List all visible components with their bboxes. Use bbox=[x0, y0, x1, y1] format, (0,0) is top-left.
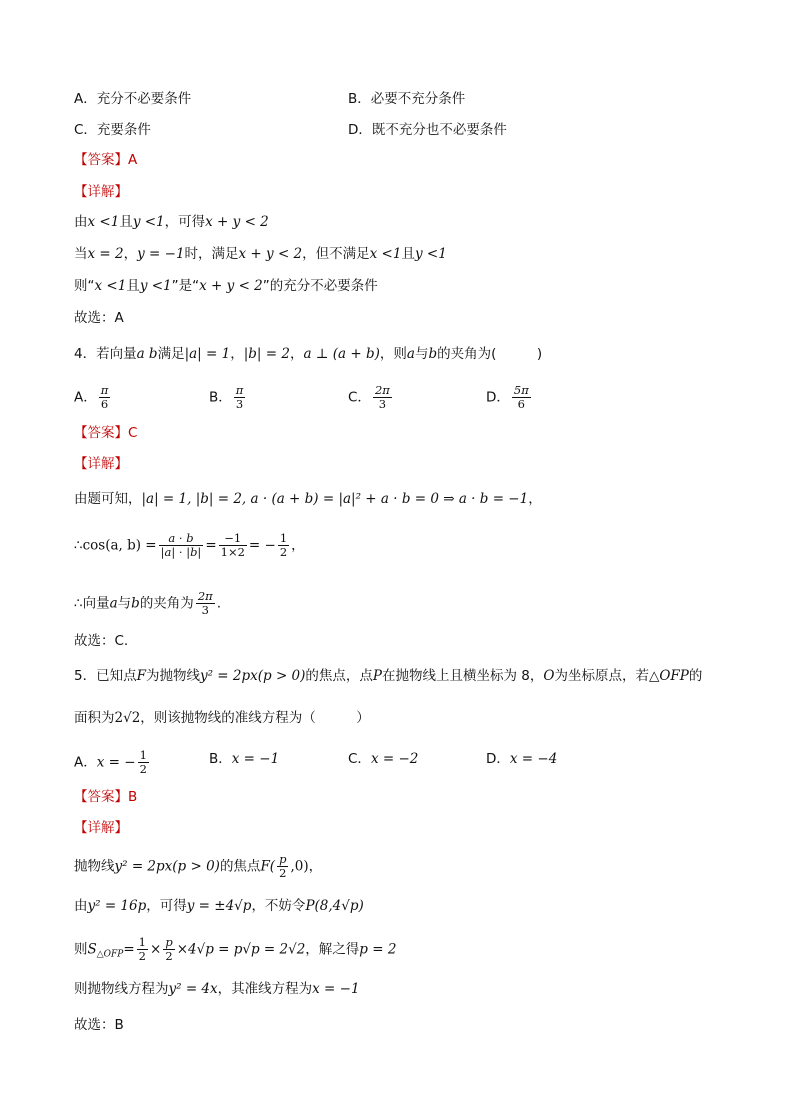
text: 在抛物线上且横坐标为 8， bbox=[382, 668, 544, 684]
fraction bbox=[163, 936, 174, 963]
text: 的 bbox=[688, 668, 703, 684]
text: ，可得 bbox=[164, 214, 206, 230]
text: ， bbox=[289, 346, 304, 362]
math: S bbox=[87, 941, 97, 958]
text: ， bbox=[528, 491, 542, 507]
math: x = 2 bbox=[87, 246, 124, 262]
text: ，则 bbox=[379, 346, 407, 362]
math: cos(a, b) = bbox=[82, 537, 157, 554]
math: x + y < 2 bbox=[238, 246, 303, 262]
math: x = − bbox=[96, 754, 136, 771]
text: ，但不满足 bbox=[302, 246, 370, 262]
math: ×4√p = p√p = 2√2 bbox=[176, 941, 306, 958]
math: × bbox=[150, 941, 162, 958]
math: x <1 bbox=[87, 214, 120, 230]
fraction bbox=[138, 749, 149, 776]
math: = bbox=[205, 537, 217, 554]
q5-detail-line-2 bbox=[74, 896, 364, 916]
text: 时，满足 bbox=[184, 246, 239, 262]
math: |a| = 1, |b| = 2, a · (a + b) = |a|² + a · b = 0 ⇒ a · b = −1 bbox=[141, 491, 529, 507]
text: ∴ bbox=[74, 537, 83, 554]
text: 且 bbox=[119, 214, 133, 230]
math: a bbox=[406, 346, 415, 362]
q3-option-d: D．既不充分也不必要条件 bbox=[348, 122, 507, 138]
q3-answer bbox=[74, 150, 137, 170]
denominator: 3 bbox=[235, 397, 244, 411]
fraction bbox=[219, 532, 247, 559]
text: 的焦点，点 bbox=[305, 668, 373, 684]
numerator: 1 bbox=[138, 935, 146, 949]
numerator: 2π bbox=[197, 589, 213, 603]
text: 由 bbox=[74, 214, 88, 230]
math: △OFP bbox=[648, 668, 689, 684]
text: ， bbox=[308, 858, 323, 875]
math: |b| = 2 bbox=[243, 346, 290, 362]
denominator: 2 bbox=[165, 949, 173, 963]
text: ”是“ bbox=[171, 278, 200, 294]
text: 则 bbox=[74, 941, 88, 958]
math: O bbox=[543, 668, 555, 684]
math: a b bbox=[136, 346, 158, 362]
answer-label: 【答案】 bbox=[74, 425, 128, 441]
q3-option-b: B．必要不充分条件 bbox=[348, 91, 466, 107]
option-label: A． bbox=[74, 754, 97, 771]
text: ∴向量 bbox=[74, 595, 110, 612]
text: ， bbox=[230, 346, 244, 362]
denominator: 3 bbox=[378, 397, 387, 411]
answer-value: C bbox=[128, 425, 138, 441]
math: y <1 bbox=[132, 214, 165, 230]
q4-detail-label: 【详解】 bbox=[74, 456, 128, 472]
text: 面积为 bbox=[74, 710, 115, 726]
q4-detail-line-2 bbox=[74, 532, 305, 559]
math: y² = 4x bbox=[168, 981, 218, 997]
text: 满足 bbox=[157, 346, 185, 362]
math: x = −2 bbox=[370, 751, 419, 767]
q5-detail-line-1 bbox=[74, 853, 322, 880]
q5-option-d bbox=[486, 749, 557, 769]
text: ，则该抛物线的准线方程为（ ） bbox=[140, 710, 370, 726]
fraction bbox=[373, 384, 392, 411]
denominator: 2 bbox=[279, 545, 288, 559]
option-label: D． bbox=[486, 389, 510, 406]
math: x <1 bbox=[369, 246, 402, 262]
numerator: 5π bbox=[513, 383, 529, 397]
text: 由题可知， bbox=[74, 491, 142, 507]
math: x <1 bbox=[94, 278, 127, 294]
denominator: 6 bbox=[100, 397, 109, 411]
answer-value: A bbox=[128, 152, 138, 168]
math: x + y < 2 bbox=[205, 214, 269, 230]
text: 的夹角为 bbox=[139, 595, 194, 612]
math: ,0) bbox=[290, 858, 309, 875]
math: y² = 16p bbox=[87, 898, 147, 914]
math: = − bbox=[248, 537, 276, 554]
fraction bbox=[196, 590, 215, 617]
numerator: a · b bbox=[159, 532, 204, 546]
q3-detail-line-3 bbox=[74, 276, 378, 296]
text: 为抛物线 bbox=[145, 668, 200, 684]
answer-value: B bbox=[128, 789, 138, 805]
q4-choice: 故选：C. bbox=[74, 633, 129, 649]
numerator: π bbox=[100, 383, 109, 397]
q5-option-c bbox=[348, 749, 418, 769]
denominator: 2 bbox=[138, 949, 146, 963]
q5-detail-line-4 bbox=[74, 979, 360, 999]
math: b bbox=[428, 346, 438, 362]
subscript: △OFP bbox=[96, 949, 124, 960]
text: 由 bbox=[74, 898, 88, 914]
text: 与 bbox=[117, 595, 132, 612]
denominator: 1×2 bbox=[220, 545, 245, 559]
math: x = −4 bbox=[509, 751, 558, 767]
q5-stem-line-2 bbox=[74, 708, 370, 728]
math: y <1 bbox=[139, 278, 172, 294]
math: a bbox=[109, 595, 118, 612]
q4-option-a bbox=[74, 384, 112, 411]
text: ，其准线方程为 bbox=[217, 981, 313, 997]
math: y² = 2px(p > 0) bbox=[114, 858, 220, 875]
denominator: 6 bbox=[517, 397, 525, 411]
q4-option-d bbox=[486, 384, 533, 411]
q3-detail-label: 【详解】 bbox=[74, 184, 128, 200]
math: P(8,4√p) bbox=[305, 898, 364, 914]
q3-choice: 故选：A bbox=[74, 310, 124, 326]
text: ，不妨令 bbox=[251, 898, 306, 914]
text: 当 bbox=[74, 246, 88, 262]
text: ”的充分不必要条件 bbox=[262, 278, 378, 294]
q3-option-a: A．充分不必要条件 bbox=[74, 91, 192, 107]
math: P bbox=[372, 668, 382, 684]
q3-detail-line-1 bbox=[74, 212, 269, 232]
text: 且 bbox=[126, 278, 140, 294]
q4-answer bbox=[74, 423, 137, 443]
text: ， bbox=[123, 246, 138, 262]
numerator: 1 bbox=[139, 748, 147, 762]
q4-detail-line-3 bbox=[74, 590, 221, 617]
q4-stem bbox=[74, 344, 542, 364]
math: |a| = 1 bbox=[184, 346, 231, 362]
fraction bbox=[159, 532, 204, 559]
q5-choice: 故选：B bbox=[74, 1017, 124, 1033]
numerator: 2π bbox=[374, 383, 390, 397]
text: 且 bbox=[401, 246, 415, 262]
fraction bbox=[234, 384, 246, 411]
math: y² = 2px(p > 0) bbox=[199, 668, 306, 684]
denominator: 2 bbox=[279, 866, 287, 880]
fraction bbox=[512, 384, 531, 411]
q3-detail-line-2 bbox=[74, 244, 447, 264]
text: 与 bbox=[414, 346, 429, 362]
q5-option-b bbox=[209, 749, 279, 769]
text: 5．已知点 bbox=[74, 668, 137, 684]
text: 抛物线 bbox=[74, 858, 115, 875]
math: F bbox=[136, 668, 146, 684]
numerator: p bbox=[279, 852, 287, 866]
text: 的夹角为( ) bbox=[437, 346, 543, 362]
q3-option-c: C．充要条件 bbox=[74, 122, 151, 138]
fraction bbox=[277, 853, 288, 880]
text: . bbox=[216, 595, 221, 612]
denominator: 3 bbox=[201, 603, 209, 617]
math: y <1 bbox=[414, 246, 447, 262]
text: 的焦点 bbox=[219, 858, 261, 875]
denominator: 2 bbox=[139, 762, 147, 776]
option-label: B． bbox=[209, 389, 232, 406]
option-label: B． bbox=[209, 751, 232, 767]
math: 2√2 bbox=[114, 710, 141, 726]
q4-option-c bbox=[348, 384, 394, 411]
answer-label: 【答案】 bbox=[74, 152, 128, 168]
text: ，可得 bbox=[146, 898, 187, 914]
q5-detail-line-3 bbox=[74, 936, 396, 965]
q4-option-b bbox=[209, 384, 247, 411]
text: 则“ bbox=[74, 278, 95, 294]
q5-detail-label: 【详解】 bbox=[74, 820, 128, 836]
option-label: C． bbox=[348, 751, 371, 767]
numerator: −1 bbox=[219, 532, 247, 546]
math: x = −1 bbox=[312, 981, 360, 997]
numerator: p bbox=[165, 935, 173, 949]
fraction bbox=[137, 936, 148, 963]
text: ，解之得 bbox=[305, 941, 360, 958]
q5-answer bbox=[74, 787, 137, 807]
math: a ⊥ (a + b) bbox=[303, 346, 380, 362]
denominator: |a| · |b| bbox=[160, 545, 202, 559]
math: y = −1 bbox=[137, 246, 185, 262]
numerator: 1 bbox=[279, 531, 288, 545]
q4-detail-line-1 bbox=[74, 489, 542, 509]
math: y = ±4√p bbox=[186, 898, 252, 914]
numerator: π bbox=[235, 383, 244, 397]
math: b bbox=[131, 595, 140, 612]
text: 4．若向量 bbox=[74, 346, 137, 362]
math: x + y < 2 bbox=[199, 278, 263, 294]
fraction bbox=[278, 532, 289, 559]
option-label: D． bbox=[486, 751, 510, 767]
text: 则抛物线方程为 bbox=[74, 981, 169, 997]
answer-label: 【答案】 bbox=[74, 789, 128, 805]
math: p = 2 bbox=[359, 941, 397, 958]
q5-option-a bbox=[74, 749, 151, 776]
text: 为坐标原点，若 bbox=[554, 668, 649, 684]
math: F( bbox=[260, 858, 276, 875]
option-label: C． bbox=[348, 389, 371, 406]
q5-stem-line-1 bbox=[74, 666, 702, 686]
option-label: A． bbox=[74, 389, 97, 406]
math: = bbox=[123, 941, 135, 958]
text: ， bbox=[291, 537, 305, 554]
math: x = −1 bbox=[231, 751, 280, 767]
fraction bbox=[99, 384, 111, 411]
